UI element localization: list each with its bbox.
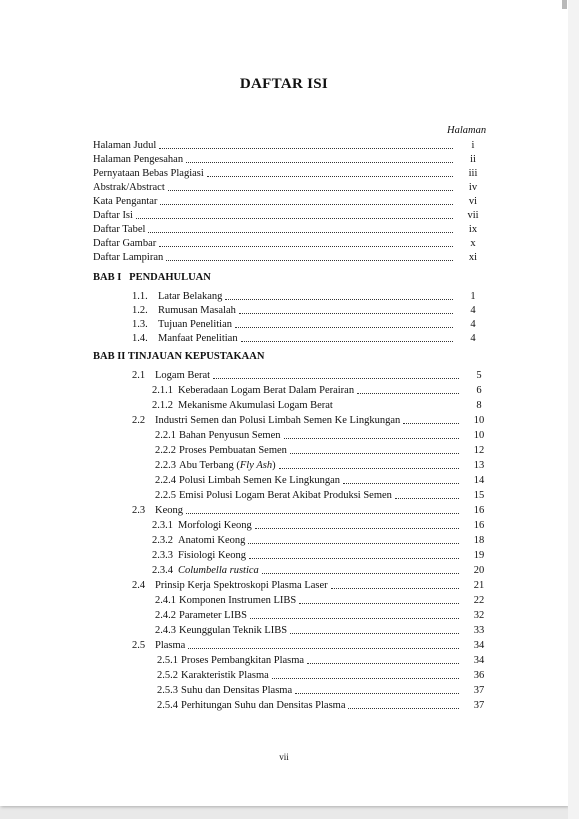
toc-entry-label: Mekanisme Akumulasi Logam Berat — [178, 400, 333, 411]
toc-entry-label: Industri Semen dan Polusi Limbah Semen Ke Lingkungan — [155, 415, 401, 426]
toc-entry — [157, 698, 496, 712]
leader-dots — [213, 377, 459, 379]
toc-entry-page: i — [471, 140, 475, 151]
toc-entry-label: Parameter LIBS — [179, 610, 247, 621]
leader-dots — [295, 692, 459, 694]
toc-entry — [152, 398, 496, 412]
leader-dots — [284, 437, 460, 439]
toc-entry-page: 6 — [476, 385, 482, 396]
leader-dots — [299, 602, 459, 604]
leader-dots — [168, 189, 453, 191]
toc-entry-page: 8 — [476, 400, 482, 411]
toc-entry — [93, 250, 490, 264]
toc-entry-number: 2.2 — [132, 415, 146, 426]
toc-entry-label: Keunggulan Teknik LIBS — [179, 625, 288, 636]
leader-dots — [336, 407, 459, 409]
toc-entry — [93, 194, 490, 208]
page-number: vii — [279, 752, 289, 762]
toc-entry-number: 1.2. — [132, 305, 148, 316]
toc-entry-label: Manfaat Penelitian — [158, 333, 238, 344]
toc-entry-label: Halaman Judul — [93, 140, 157, 151]
toc-entry-label: Polusi Limbah Semen Ke Lingkungan — [179, 475, 340, 486]
leader-dots — [148, 231, 453, 233]
toc-entry-page: 1 — [470, 291, 476, 302]
toc-entry — [155, 458, 496, 472]
toc-entry — [93, 138, 490, 152]
toc-entry-number: 1.3. — [132, 319, 148, 330]
toc-entry — [152, 383, 496, 397]
toc-entry — [157, 668, 496, 682]
toc-entry-number: 1.1. — [132, 291, 148, 302]
toc-entry-label: Keong — [155, 505, 183, 516]
toc-entry-number: 2.2.2 — [155, 445, 176, 456]
leader-dots — [225, 298, 453, 300]
leader-dots — [290, 632, 459, 634]
leader-dots — [160, 203, 453, 205]
toc-entry-page: 10 — [473, 415, 485, 426]
toc-entry-label: Daftar Gambar — [93, 238, 157, 249]
toc-entry-page: iii — [468, 168, 478, 179]
toc-entry-number: 2.4.2 — [155, 610, 176, 621]
toc-entry-page: ix — [468, 224, 478, 235]
toc-entry-page: vi — [468, 196, 478, 207]
toc-entry-label: Plasma — [155, 640, 186, 651]
toc-entry-page: 34 — [473, 640, 485, 651]
toc-entry-label: Logam Berat — [155, 370, 211, 381]
bab2-heading: BAB II TINJAUAN KEPUSTAKAAN — [93, 351, 265, 362]
toc-entry — [152, 563, 496, 577]
toc-entry-label: Karakteristik Plasma — [181, 670, 269, 681]
leader-dots — [331, 587, 459, 589]
toc-entry-page: 15 — [473, 490, 485, 501]
toc-entry-label: Abstrak/Abstract — [93, 182, 165, 193]
toc-entry-number: 2.5 — [132, 640, 146, 651]
page-title: DAFTAR ISI — [239, 76, 329, 92]
toc-entry-label: Bahan Penyusun Semen — [179, 430, 281, 441]
toc-entry-number: 2.4.1 — [155, 595, 176, 606]
toc-entry — [132, 578, 496, 592]
toc-entry-label: Anatomi Keong — [178, 535, 246, 546]
toc-entry — [132, 368, 496, 382]
toc-entry — [93, 208, 490, 222]
leader-dots — [348, 707, 459, 709]
leader-dots — [188, 647, 459, 649]
toc-entry-label: Proses Pembangkitan Plasma — [181, 655, 305, 666]
toc-entry — [93, 236, 490, 250]
toc-entry-number: 2.2.5 — [155, 490, 176, 501]
toc-entry — [93, 222, 490, 236]
toc-entry-number: 2.5.1 — [157, 655, 178, 666]
toc-entry-number: 2.2.3 — [155, 460, 176, 471]
toc-entry — [132, 413, 496, 427]
toc-entry — [155, 443, 496, 457]
toc-entry-number: 2.4 — [132, 580, 146, 591]
toc-entry — [155, 488, 496, 502]
toc-entry-page: 12 — [473, 445, 485, 456]
toc-entry-number: 2.3.4 — [152, 565, 173, 576]
toc-entry-number: 2.3 — [132, 505, 146, 516]
toc-entry-label: Suhu dan Densitas Plasma — [181, 685, 293, 696]
toc-entry — [93, 166, 490, 180]
toc-entry-number: 2.4.3 — [155, 625, 176, 636]
toc-entry-number: 2.1 — [132, 370, 146, 381]
toc-entry — [155, 623, 496, 637]
toc-entry-page: xi — [468, 252, 478, 263]
toc-entry-number: 2.5.3 — [157, 685, 178, 696]
toc-entry — [132, 289, 490, 303]
toc-entry — [155, 593, 496, 607]
toc-entry — [132, 303, 490, 317]
toc-entry-label: Morfologi Keong — [178, 520, 252, 531]
toc-entry-page: ii — [470, 154, 476, 165]
toc-entry-page: 37 — [473, 700, 485, 711]
toc-entry-page: iv — [468, 182, 478, 193]
toc-entry-page: 13 — [473, 460, 485, 471]
leader-dots — [272, 677, 459, 679]
toc-entry-page: 4 — [470, 305, 476, 316]
leader-dots — [166, 259, 453, 261]
toc-entry-label: Abu Terbang (Fly Ash) — [179, 460, 276, 471]
toc-entry-number: 2.3.3 — [152, 550, 173, 561]
leader-dots — [207, 175, 453, 177]
leader-dots — [343, 482, 459, 484]
toc-entry — [132, 503, 496, 517]
halaman-header: Halaman — [447, 125, 487, 136]
toc-entry-number: 1.4. — [132, 333, 148, 344]
toc-entry-number: 2.3.1 — [152, 520, 173, 531]
toc-entry-number: 2.2.4 — [155, 475, 176, 486]
leader-dots — [248, 542, 459, 544]
toc-entry-label: Daftar Tabel — [93, 224, 146, 235]
toc-entry-page: x — [470, 238, 476, 249]
toc-entry-label: Proses Pembuatan Semen — [179, 445, 287, 456]
leader-dots — [307, 662, 459, 664]
toc-entry — [93, 152, 490, 166]
toc-entry-number: 2.2.1 — [155, 430, 176, 441]
toc-entry-page: 32 — [473, 610, 485, 621]
leader-dots — [357, 392, 459, 394]
toc-entry-label: Tujuan Penelitian — [158, 319, 232, 330]
toc-entry-label: Perhitungan Suhu dan Densitas Plasma — [181, 700, 346, 711]
toc-entry-page: 4 — [470, 319, 476, 330]
toc-entry-label: Columbella rustica — [178, 565, 259, 576]
toc-entry — [152, 533, 496, 547]
toc-entry-number: 2.3.2 — [152, 535, 173, 546]
toc-entry-label: Emisi Polusi Logam Berat Akibat Produksi Semen — [179, 490, 392, 501]
toc-entry-number: 2.1.2 — [152, 400, 173, 411]
toc-entry-label: Prinsip Kerja Spektroskopi Plasma Laser — [155, 580, 328, 591]
toc-entry-label: Rumusan Masalah — [158, 305, 236, 316]
toc-entry-page: 16 — [473, 505, 485, 516]
toc-entry-number: 2.1.1 — [152, 385, 173, 396]
toc-entry-page: 4 — [470, 333, 476, 344]
toc-entry-page: 14 — [473, 475, 485, 486]
toc-entry — [157, 683, 496, 697]
toc-entry-page: 37 — [473, 685, 485, 696]
bab1-heading: BAB I PENDAHULUAN — [93, 272, 211, 283]
leader-dots — [249, 557, 459, 559]
toc-entry — [155, 473, 496, 487]
toc-entry-label: Daftar Isi — [93, 210, 133, 221]
toc-entry-label: Kata Pengantar — [93, 196, 158, 207]
toc-entry-label: Fisiologi Keong — [178, 550, 246, 561]
toc-entry — [132, 331, 490, 345]
toc-entry-page: 21 — [473, 580, 485, 591]
toc-entry-page: 33 — [473, 625, 485, 636]
toc-entry-page: 18 — [473, 535, 485, 546]
leader-dots — [239, 312, 453, 314]
toc-entry — [155, 608, 496, 622]
leader-dots — [235, 326, 453, 328]
toc-entry-page: 19 — [473, 550, 485, 561]
leader-dots — [255, 527, 459, 529]
toc-entry-number: 2.5.2 — [157, 670, 178, 681]
leader-dots — [186, 161, 453, 163]
toc-entry-label: Keberadaan Logam Berat Dalam Perairan — [178, 385, 355, 396]
toc-entry — [132, 638, 496, 652]
leader-dots — [290, 452, 459, 454]
toc-entry — [155, 428, 496, 442]
toc-entry-label: Halaman Pengesahan — [93, 154, 184, 165]
leader-dots — [262, 572, 459, 574]
toc-entry — [157, 653, 496, 667]
leader-dots — [186, 512, 459, 514]
leader-dots — [241, 340, 453, 342]
leader-dots — [403, 422, 459, 424]
scrollbar-thumb[interactable] — [562, 0, 567, 9]
toc-entry-page: 36 — [473, 670, 485, 681]
toc-entry — [152, 518, 496, 532]
leader-dots — [250, 617, 459, 619]
toc-entry — [132, 317, 490, 331]
leader-dots — [136, 217, 453, 219]
leader-dots — [395, 497, 459, 499]
toc-entry-page: 5 — [476, 370, 482, 381]
toc-entry-label: Latar Belakang — [158, 291, 223, 302]
toc-entry-page: 22 — [473, 595, 485, 606]
toc-entry-page: 10 — [473, 430, 485, 441]
toc-entry-label: Daftar Lampiran — [93, 252, 164, 263]
toc-entry-label: Pernyataan Bebas Plagiasi — [93, 168, 204, 179]
toc-entry — [152, 548, 496, 562]
toc-entry-number: 2.5.4 — [157, 700, 178, 711]
leader-dots — [159, 245, 453, 247]
toc-entry — [93, 180, 490, 194]
toc-entry-label: Komponen Instrumen LIBS — [179, 595, 297, 606]
page-edge — [568, 0, 579, 819]
toc-entry-page: vii — [467, 210, 479, 221]
leader-dots — [279, 467, 459, 469]
leader-dots — [159, 147, 453, 149]
toc-entry-page: 34 — [473, 655, 485, 666]
toc-entry-page: 16 — [473, 520, 485, 531]
toc-entry-page: 20 — [473, 565, 485, 576]
